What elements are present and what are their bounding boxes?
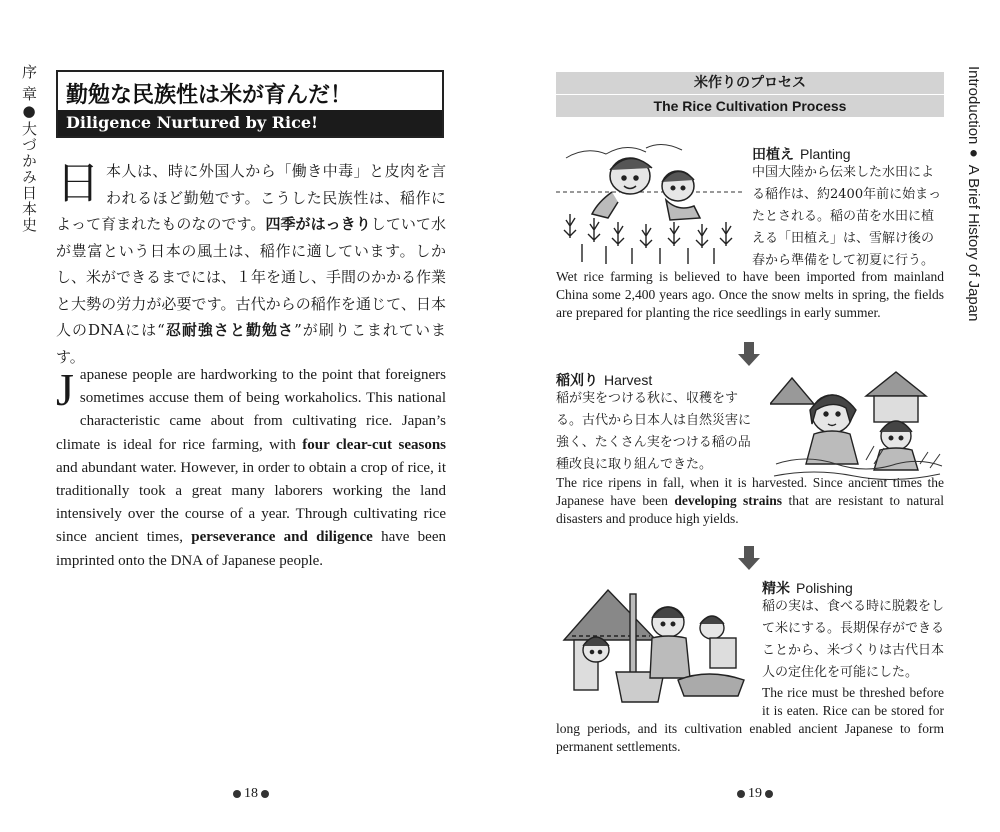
jp-text-3: ”が刷りこまれています。 — [56, 321, 446, 366]
harvest-text-en — [556, 474, 944, 528]
jp-text-2: していて水が豊富という日本の風土は、稲作に適しています。しかし、米ができるまでには、１年を通し、手間のかかる作業と大勢の労力が必要です。古代からの稲作を通じて、日本人のDNAには“ — [56, 215, 447, 339]
harvest-illustration — [770, 364, 944, 484]
planting-title — [752, 144, 851, 164]
en-text-2: and abundant water. However, in order to obtain a crop of rice, it traditionally took a great many laborers working the land intensively over the course of a year. Through cultivating rice since ancient times, — [56, 459, 446, 546]
en-bold-seasons: four clear-cut seasons — [302, 436, 446, 453]
polishing-title-en: Polishing — [796, 580, 853, 596]
title-japanese: 勤勉な民族性は米が育んだ！ — [66, 83, 353, 108]
bullet-dot-icon — [261, 790, 269, 798]
title-english: Diligence Nurtured by Rice! — [58, 110, 442, 136]
jp-text-1: 本人は、時に外国人から「働き中毒」と皮肉を言われるほど勤勉です。こうした民族性は、稲作によって育まれたものなのです。 — [56, 162, 446, 233]
harvest-title-jp: 稲刈り — [556, 373, 598, 389]
down-arrow-icon — [738, 546, 760, 570]
left-page-number-text: 18 — [244, 786, 258, 801]
harvest-text-en-bold: developing strains — [674, 493, 783, 508]
polishing-text-jp: 稲の実は、食べる時に脱穀をして米にする。長期保存ができることから、米づくりは古代日本人の定住化を可能にした。 — [762, 599, 945, 680]
right-chapter-side-label: Introduction● A Brief History of Japan — [965, 66, 982, 322]
planting-illustration — [556, 138, 742, 266]
polishing-text-en — [556, 684, 944, 756]
left-page-number — [230, 786, 272, 802]
harvest-title-en: Harvest — [604, 372, 653, 388]
planting-text-jp: 中国大陸から伝来した水田による稲作は、約2400年前に始まったとされる。稲の苗を水田に植える「田植え」は、雪解け後の春から準備をして初夏に行う。 — [752, 165, 942, 268]
english-dropcap: J — [56, 364, 74, 415]
planting-text-en: Wet rice farming is believed to have been imported from mainland China some 2,400 years ago. Once the snow melts in spring, the fields are prepared for planting the rice seedlings in early summer. — [556, 269, 944, 320]
planting-title-jp: 田植え — [752, 147, 794, 163]
process-heading-japanese: 米作りのプロセス — [556, 72, 944, 94]
english-paragraph — [56, 364, 446, 573]
japanese-paragraph — [56, 158, 446, 370]
bullet-dot-icon — [737, 790, 745, 798]
polishing-text-en-body: The rice must be threshed before it is eaten. Rice can be stored for long periods, and its cultivation enabled ancient Japanese to form permanent settlements. — [556, 685, 944, 754]
en-text-1: apanese people are hardworking to the point that foreigners sometimes accuse them of being workaholics. This national characteristic came about from cultivating rice. Japan’s climate is ideal for rice farming, with — [56, 367, 446, 453]
jp-bold-diligence: 忍耐強さと勤勉さ — [164, 321, 295, 339]
left-chapter-side-label: 序 章●大づかみ日本史 — [20, 64, 38, 233]
polishing-title-jp: 精米 — [762, 581, 790, 597]
right-page-number — [734, 786, 776, 802]
process-heading-english: The Rice Cultivation Process — [556, 95, 944, 117]
planting-title-en: Planting — [800, 146, 851, 162]
en-bold-perseverance: perseverance and diligence — [191, 529, 373, 546]
right-page-number-text: 19 — [748, 786, 762, 801]
chapter-title-box — [56, 70, 444, 138]
jp-bold-seasons: 四季がはっきり — [265, 215, 371, 233]
down-arrow-icon — [738, 342, 760, 366]
bullet-dot-icon — [233, 790, 241, 798]
harvest-text-en-1: The rice ripens in fall, when it is harvested. Since ancient times the Japanese have been — [556, 475, 944, 508]
en-text-3: have been imprinted onto the DNA of Japanese people. — [56, 529, 446, 569]
bullet-dot-icon — [765, 790, 773, 798]
polishing-float-spacer — [556, 684, 762, 720]
harvest-text-en-2: that are resistant to natural disasters and produce high yields. — [556, 493, 944, 526]
japanese-dropcap: 日 — [56, 158, 100, 209]
polishing-title — [762, 578, 853, 598]
harvest-title — [556, 370, 652, 390]
harvest-text-jp: 稲が実をつける秋に、収穫をする。古代から日本人は自然災害に強く、たくさん実をつける稲の品種改良に取り組んできた。 — [556, 391, 752, 472]
